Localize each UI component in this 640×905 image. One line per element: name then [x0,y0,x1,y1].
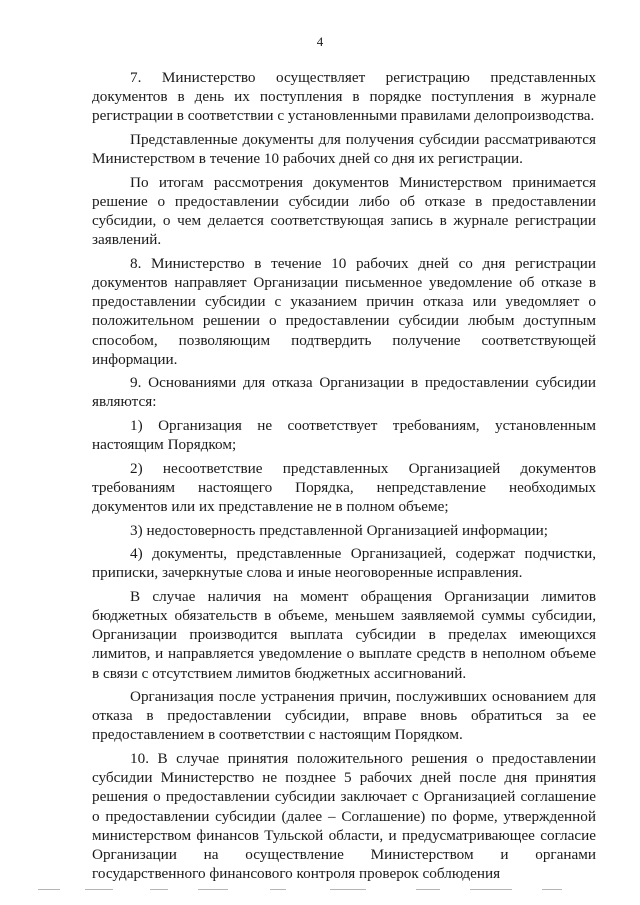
list-item-1: 1) Организация не соответствует требованиям, установленным настоящим Порядком; [92,416,596,454]
scan-artifact-strip [30,889,610,893]
paragraph-reapply: Организация после устранения причин, послуживших основанием для отказа в предоставлении субсидии, вправе вновь обратиться за ее предоставлением в соответствии с настоящим Порядком. [92,688,596,744]
list-item-4: 4) документы, представленные Организацией, содержат подчистки, приписки, зачеркнутые слова и иные неоговоренные исправления. [92,545,596,582]
paragraph-9: 9. Основаниями для отказа Организации в предоставлении субсидии являются: [92,374,596,411]
list-item-3: 3) недостоверность представленной Организацией информации; [130,521,548,539]
document-body [92,68,596,883]
paragraph-8: 8. Министерство в течение 10 рабочих дней со дня регистрации документов направляет Организации письменное уведомление об отказе в предоставлении субсидии с указанием причин отказа или уведомляет о положительном решении о предоставлении субсидии любым доступным способом, позволяющим подтвердить получение соответствующей информации. [92,254,596,368]
list-item-2: 2) несоответствие представленных Организацией документов требованиям настоящего Порядка, непредставление необходимых документов или их представление не в полном объеме; [92,459,596,516]
paragraph-7: 7. Министерство осуществляет регистрацию представленных документов в день их поступления в порядке поступления в журнале регистрации в соответствии с установленными правилами делопроизводства. [92,69,596,125]
paragraph-decision: По итогам рассмотрения документов Министерством принимается решение о предоставлении субсидии либо об отказе в предоставлении субсидии, о чем делается соответствующая запись в журнале регистрации заявлений. [92,173,596,249]
paragraph-review-period: Представленные документы для получения субсидии рассматриваются Министерством в течение 10 рабочих дней со дня их регистрации. [92,130,596,168]
paragraph-10: 10. В случае принятия положительного решения о предоставлении субсидии Министерство не позднее 5 рабочих дней после дня принятия решения о предоставлении субсидии заключает с Организацией соглашение о предоставлении субсидии (далее – Соглашение) по форме, утвержденной министерством финансов Тульской области, и предусматривающее согласие Организации на осуществление Министерством и органами государственного финансового контроля проверок соблюдения [92,749,596,883]
page-number: 4 [316,34,324,49]
paragraph-limits: В случае наличия на момент обращения Организации лимитов бюджетных обязательств в объеме, меньшем заявляемой суммы субсидии, Организации производится выплата субсидии в пределах имеющихся лимитов, и направляется уведомление о выплате средств в неполном объеме в связи с отсутствием лимитов бюджетных ассигнований. [92,587,596,682]
